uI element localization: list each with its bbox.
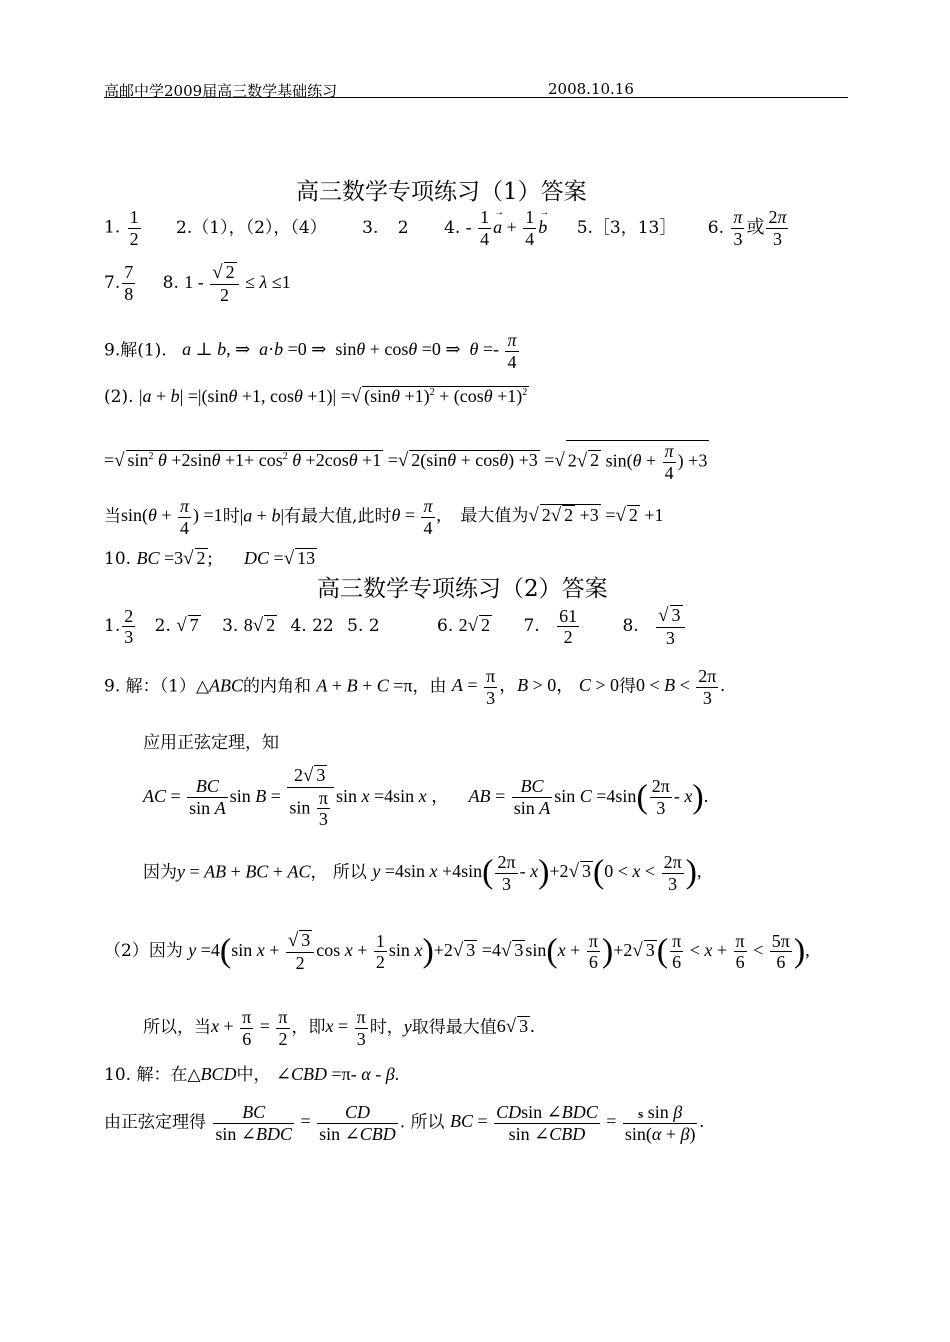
section1-title: 高三数学专项练习（1）答案 <box>296 179 587 205</box>
apply-sine-law: 应用正弦定理，知 <box>143 733 279 753</box>
norm-ab: |a + b| <box>239 505 285 526</box>
q9-label: 9.解(1). <box>104 340 167 361</box>
fraction: $\frac{2}{3}$ <box>124 605 134 648</box>
q3-label: 3. <box>362 217 379 238</box>
q9-conclusion <box>104 496 664 538</box>
b-range: 0 < B < $\frac{2\pi}{3}$ . <box>635 666 725 708</box>
header-left: 高邮中学2009届高三数学基础练习 <box>104 82 338 100</box>
so-text: ， 所以 <box>310 862 367 883</box>
q10-intro: 10. 解：在△ <box>104 1065 201 1085</box>
q8-answer: 1 - $\frac{√ 2}{2}$ ≤ λ ≤1 <box>184 262 291 305</box>
q6-label: 6. <box>707 217 725 238</box>
q9-part2-math: |a + b| =|(sinθ +1, cosθ +1)| =√ $(\sin\theta +1)^2 + (\cos\theta +1)^2$ <box>138 386 528 407</box>
q1-label: 1. <box>104 217 121 238</box>
angle-sum: A + B + C =π <box>316 675 413 696</box>
ab-expression: AB = $\frac{BC}{\text{sin A}}$ sin C =4sin( $\frac{2\pi}{3}$ - x). <box>468 776 709 819</box>
q2-answer: 2.（1），（2），（4） <box>176 217 327 238</box>
when-text: 当 <box>104 506 121 527</box>
q9-part2-expansion: =√ $\sin^2 \theta +2\sin\theta +1+ \cos^2 \theta +2\cos\theta +1$ =√ 2(sinθ + cosθ) +3 =√ 2√ 2 sin(θ + $\frac{\pi}{4}$ ) +3 <box>104 441 708 483</box>
y-max-value: 6√ 3 . <box>496 1016 535 1038</box>
s2-q10-line1 <box>104 1060 399 1085</box>
y-symbol: y <box>403 1016 412 1037</box>
q4-label: 4. <box>444 217 461 238</box>
fraction: $\frac{7}{8}$ <box>124 262 134 304</box>
s2-q7-answer: $\frac{61}{2}$ <box>559 605 578 648</box>
q9-condition: sin(θ + $\frac{\pi}{4}$ ) =1 <box>121 496 223 538</box>
theta-value: θ = $\frac{\pi}{4}$ , <box>391 496 441 538</box>
s2-q1-label: 1. <box>104 616 121 637</box>
s2-q10-line2 <box>104 1102 704 1144</box>
x-value: x = $\frac{\pi}{3}$ <box>325 1007 366 1049</box>
s2-q9-max <box>143 1007 535 1049</box>
section1-row1 <box>104 207 790 250</box>
q9-part2-line2 <box>104 440 709 483</box>
q10-mid: 中， <box>236 1065 271 1085</box>
by-sine-text: 由正弦定理得 <box>104 1112 206 1133</box>
s2-q9-intro: 9. 解：（1）△ <box>104 676 210 697</box>
s2-q6-label: 6. <box>437 616 454 637</box>
s2-q9-text3: 得 <box>618 676 636 697</box>
s2-q8-label: 8. <box>622 616 639 637</box>
s2-q9-part2 <box>104 930 810 973</box>
s2-q9-line1 <box>104 666 725 708</box>
q7-label: 7. <box>104 272 121 293</box>
q3-answer: 2 <box>397 217 409 238</box>
y-simplified: y =4(sin x + $\frac{√ 3}{2}$ cos x + $\frac{1}{2}$ sin x)+2√ 3 =4√ 3 sin(x + $\frac{\pi}{6}$ )+2√ 3( $\frac{\pi}{6}$ < x + $\frac{\pi}{6}$ < $\frac{5\pi}{6}$ ), <box>188 930 810 973</box>
s2-q9-function <box>143 852 702 894</box>
max-value: √ 2√ 2 +3 =√ 2 +1 <box>528 505 664 527</box>
q9-part2-label: (2). <box>104 387 134 407</box>
triangle-bcd: BCD <box>200 1064 237 1084</box>
section2-row1 <box>104 605 687 648</box>
y-definition: y = AB + BC + AC <box>177 861 311 882</box>
has-max-text: 有最大值,此时 <box>284 506 392 527</box>
q8-label: 8. <box>162 272 179 293</box>
q9-part1-math: a ⊥ b, ⇒ a·b =0 ⇒ sinθ + cosθ =0 ⇒ θ =- $\frac{\pi}{4}$ <box>182 330 517 372</box>
fraction: $\frac{1}{2}$ <box>129 207 139 249</box>
s2-q9-sine-law <box>143 765 708 830</box>
s2-q4-answer: 4. 22 <box>290 616 334 637</box>
s2-q8-answer: $\frac{√ 3}{3}$ <box>656 605 684 648</box>
q10 <box>104 548 317 570</box>
ie-text: ，即 <box>291 1017 326 1038</box>
q5-answer: 5.［3，13］ <box>576 217 677 238</box>
section1-row2 <box>104 262 291 305</box>
angle-a: A = $\frac{\pi}{3}$ ，B > 0， C > 0 <box>451 666 619 708</box>
q10-answer: BC =3√ 2 ; DC =√ 13 <box>136 548 316 569</box>
s2-q2-answer: √ 7 <box>176 615 199 637</box>
ac-expression: AC = $\frac{BC}{\text{sin A}}$ sin B = 2√ 3 sin $\frac{\pi}{3}$ sin x =4sin x ， <box>143 765 450 830</box>
part2-text: （2）因为 <box>104 940 183 961</box>
header-date: 2008.10.16 <box>548 80 634 98</box>
x-condition: x + $\frac{\pi}{6}$ = $\frac{\pi}{2}$ <box>211 1007 288 1049</box>
s2-q2-label: 2. <box>154 616 171 637</box>
because-text: 因为 <box>143 862 177 883</box>
q9-part2-line1 <box>104 386 529 408</box>
s2-q5-answer: 5. 2 <box>347 616 380 637</box>
angle-cbd: ∠CBD =π- α - β. <box>275 1064 400 1084</box>
q10-label: 10. <box>104 549 132 569</box>
header-rule <box>104 97 848 98</box>
triangle-abc: ABC <box>209 675 244 696</box>
therefore-text: 所以，当 <box>143 1017 211 1038</box>
s2-q3-answer: 8√ 2 <box>243 615 276 637</box>
when-max-text: 时， <box>369 1017 404 1038</box>
s2-q9-text2: ，由 <box>412 676 447 697</box>
q6-answer: $\frac{\pi}{3}$ 或 $\frac{2\pi}{3}$ <box>733 207 787 250</box>
q4-answer: - $\frac{1}{4}$ → a + $\frac{1}{4}$ → b <box>466 217 548 237</box>
q9-part1 <box>104 330 521 372</box>
sine-ratio: $\frac{BC}{\text{sin ∠BDC}}$ = $\frac{CD}{\text{sin ∠CBD}}$ <box>215 1102 396 1144</box>
bc-result: BC = $\frac{\text{CDsin ∠BDC}}{\text{sin ∠CBD}}$ = $\frac{\text{s sin β}}{\sin(\alpha + \beta)}$ . <box>449 1102 704 1144</box>
max-is-text: 最大值为 <box>460 506 529 527</box>
so-bc-text: . 所以 <box>399 1112 445 1133</box>
takes-max-text: 取得最大值 <box>411 1017 497 1038</box>
section2-title: 高三数学专项练习（2）答案 <box>317 576 608 602</box>
y-function: y =4sin x +4sin( $\frac{2\pi}{3}$ - x)+2√ 3(0 < x < $\frac{2\pi}{3}$ ), <box>372 852 702 894</box>
s2-q6-answer: 2√ 2 <box>458 615 491 637</box>
shi-text: 时 <box>222 506 240 527</box>
s2-q3-label: 3. <box>222 616 239 637</box>
s2-q9-text1: 的内角和 <box>243 676 312 697</box>
or-text: 或 <box>746 216 765 237</box>
s2-q7-label: 7. <box>523 616 540 637</box>
